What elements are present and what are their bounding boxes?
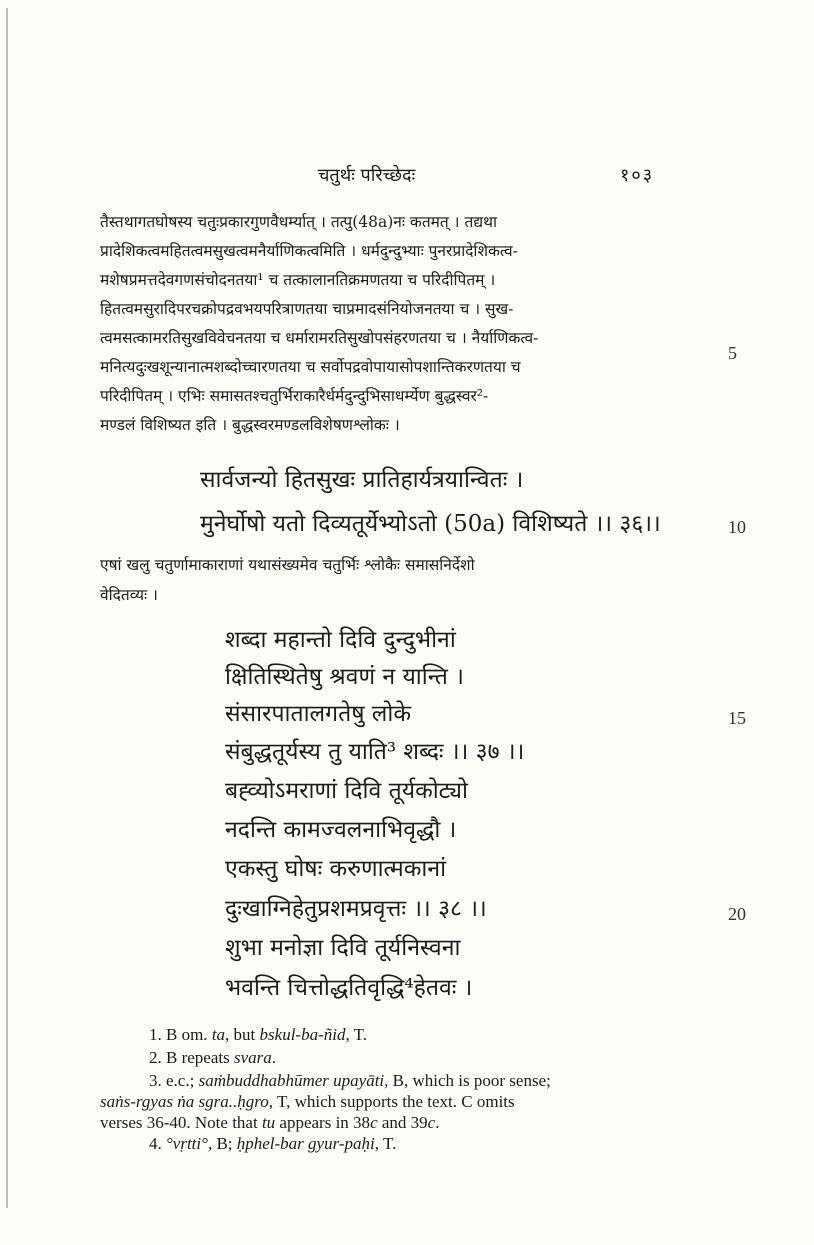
prose-line: मशेषप्रमत्तदेवगणसंचोदनतया¹ च तत्कालानतिक्रमणतया च परिदीपितम् । — [100, 271, 496, 289]
footnote-2: 2. B repeats svara. — [149, 1048, 277, 1067]
footnote-4: 4. °vṛtti°, B; ḥphel-bar gyur-paḥi, T. — [149, 1134, 397, 1153]
prose-line: त्वमसत्कामरतिसुखविवेचनतया च धर्मारामरतिसुखोपसंहरणतया च । नैर्याणिकत्व- — [100, 329, 539, 347]
prose-line: एषां खलु चतुर्णामाकाराणां यथासंख्यमेव चतुर्भिः श्लोकैः समासनिर्देशो — [100, 556, 475, 574]
prose-line: मण्डलं विशिष्यत इति । बुद्धस्वरमण्डलविशेषणश्लोकः । — [100, 416, 400, 434]
verse-line: बह्व्योऽमराणां दिवि तूर्यकोट्यो — [225, 778, 468, 804]
verse-line: भवन्ति चित्तोद्धतिवृद्धि⁴हेतवः । — [225, 975, 473, 1001]
line-number-5: 5 — [728, 343, 737, 363]
verse-line: एकस्तु घोषः करुणात्मकानां — [225, 856, 447, 882]
verse-line: संबुद्धतूर्यस्य तु याति³ शब्दः ।। ३७ ।। — [225, 739, 525, 765]
verse-line: संसारपातालगतेषु लोके — [225, 701, 412, 727]
running-header-title: चतुर्थः परिच्छेदः — [318, 165, 416, 186]
line-number-20: 20 — [728, 904, 746, 924]
footnote-3-line-1: 3. e.c.; saṁbuddhabhūmer upayāti, B, which is poor sense; — [149, 1071, 551, 1090]
prose-line: तैस्तथागतघोषस्य चतुःप्रकारगुणवैधर्म्यात् । तत्पु(48a)नः कतमत् । तद्यथा — [100, 213, 498, 231]
line-number-10: 10 — [728, 517, 746, 537]
footnote-1: 1. B om. ta, but bskul-ba-ñid, T. — [149, 1025, 368, 1044]
verse-line: दुःखाग्निहेतुप्रशमप्रवृत्तः ।। ३८ ।। — [225, 896, 487, 922]
verse-line: शब्दा महान्तो दिवि दुन्दुभीनां — [225, 627, 456, 653]
verse-36-line-1: सार्वजन्यो हितसुखः प्रातिहार्यत्रयान्वितः । — [200, 467, 524, 493]
prose-line: प्रादेशिकत्वमहितत्वमसुखत्वमनैर्याणिकत्वमिति । धर्मदुन्दुभ्याः पुनरप्रादेशिकत्व- — [100, 242, 518, 260]
prose-line: वेदितव्यः । — [100, 586, 158, 604]
prose-line: मनित्यदुःखशून्यानात्मशब्दोच्चारणतया च सर्वोपद्रवोपायासोपशान्तिकरणतया च — [100, 358, 521, 376]
verse-36-line-2: मुनेर्घोषो यतो दिव्यतूर्येभ्योऽतो (50a) विशिष्यते ।। ३६।। — [200, 511, 661, 537]
page-number: १०३ — [620, 165, 655, 186]
footnote-3-line-3: verses 36-40. Note that tu appears in 38c and 39c. — [100, 1113, 440, 1132]
footnote-3-line-2: saṅs-rgyas ṅa sgra..ḥgro, T, which supports the text. C omits — [100, 1092, 515, 1111]
line-number-15: 15 — [728, 708, 746, 728]
prose-line: परिदीपितम् । एभिः समासतश्चतुर्भिराकारैर्धर्मदुन्दुभिसाधर्म्येण बुद्धस्वर²- — [100, 387, 489, 405]
verse-line: क्षितिस्थितेषु श्रवणं न यान्ति । — [225, 664, 464, 690]
prose-line: हितत्वमसुरादिपरचक्रोपद्रवभयपरित्राणतया चाप्रमादसंनियोजनतया च । सुख- — [100, 300, 514, 318]
verse-line: नदन्ति कामज्वलनाभिवृद्धौ । — [225, 817, 457, 843]
page-left-edge-rule — [6, 8, 8, 1208]
verse-line: शुभा मनोज्ञा दिवि तूर्यनिस्वना — [225, 935, 461, 961]
